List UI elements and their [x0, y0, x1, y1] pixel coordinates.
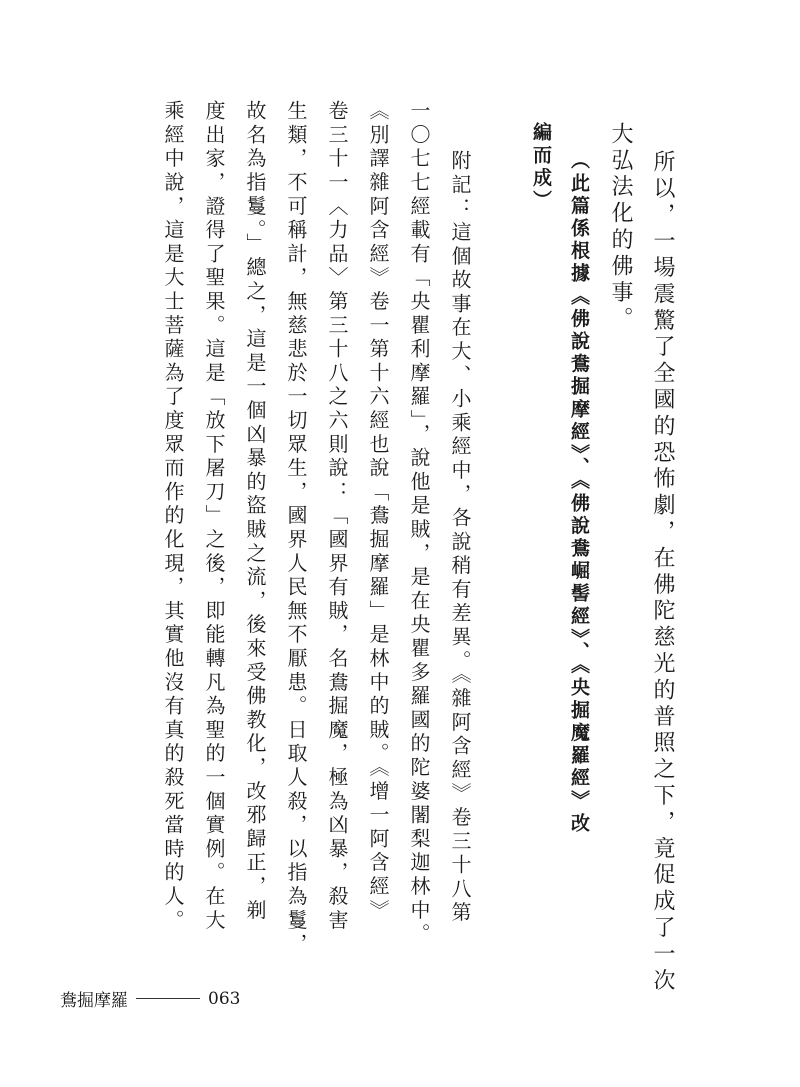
appendix-column-1: 附記：這個故事在大、小乘經中，各說稍有差異。《雜阿含經》卷三十八第 [448, 150, 472, 926]
appendix-column-4: 卷三十一〈力品〉第三十八之六則說：「國界有賊，名鴦掘魔，極為凶暴，殺害 [325, 100, 349, 933]
appendix-column-8: 乘經中說，這是大士菩薩為了度眾而作的化現，其實他沒有真的殺死當時的人。 [161, 100, 185, 933]
appendix-column-3: 《別譯雜阿含經》卷一第十六經也說「鴦掘摩羅」是林中的賊。《增一阿含經》 [366, 100, 390, 923]
page-number: 063 [208, 988, 241, 1009]
appendix-column-2: 一〇七七經載有「央瞿利摩羅」，說他是賊，是在央瞿多羅國的陀婆闍梨迦林中。 [407, 100, 431, 947]
source-note-column-2: 編而成） [530, 122, 552, 213]
appendix-column-5: 生類，不可稱計，無慈悲於一切眾生，國界人民無不厭患。日取人殺，以指為鬘， [284, 100, 308, 957]
appendix-column-6: 故名為指鬘。」總之，這是一個凶暴的盜賊之流，後來受佛教化，改邪歸正，剃 [243, 100, 267, 923]
running-title: 鴦掘摩羅 [60, 991, 128, 1011]
source-note-column-1: （此篇係根據《佛說鴦掘摩經》、《佛說鴦崛髻經》、《央掘魔羅經》改 [568, 150, 590, 836]
page-footer [60, 986, 240, 1011]
body-column-2: 大弘法化的佛事。 [608, 122, 633, 334]
appendix-column-7: 度出家，證得了聖果。這是「放下屠刀」之後，即能轉凡為聖的一個實例。在大 [202, 100, 226, 933]
body-column-1: 所以，一場震驚了全國的恐怖劇，在佛陀慈光的普照之下，竟促成了一次 [650, 150, 675, 995]
footer-rule [136, 998, 200, 999]
